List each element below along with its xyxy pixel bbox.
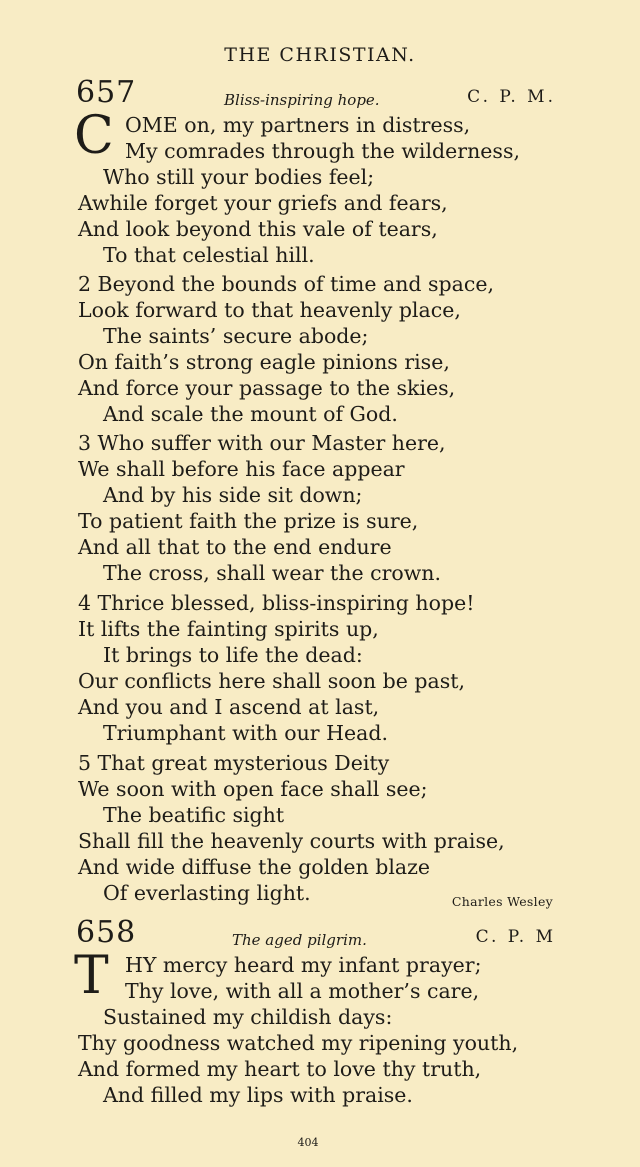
hymn-line: And formed my heart to love thy truth, [78,1057,482,1081]
hymn-author: Charles Wesley [451,894,553,909]
hymn-line: We shall before his face appear [78,457,405,481]
hymn-line: And force your passage to the skies, [78,376,456,400]
hymn-line: Sustained my childish days: [103,1005,393,1029]
hymn-line: Shall fill the heavenly courts with praise, [78,829,505,853]
hymn-line: The saints’ secure abode; [103,324,369,348]
hymn-line: The cross, shall wear the crown. [103,561,441,585]
hymn-line: And look beyond this vale of tears, [78,217,438,241]
hymn-subject: Bliss-inspiring hope. [224,91,380,109]
hymn-line: 3 Who suffer with our Master here, [78,431,446,455]
hymn-line: 4 Thrice blessed, bliss-inspiring hope! [78,591,475,615]
hymn-line: Awhile forget your griefs and fears, [78,191,448,215]
hymn-657-header [76,76,556,108]
hymn-line: 5 That great mysterious Deity [78,751,390,775]
hymn-line: Who still your bodies feel; [103,165,375,189]
hymn-line: Look forward to that heavenly place, [78,298,461,322]
hymn-line: And wide diffuse the golden blaze [78,855,431,879]
hymn-number: 658 [76,915,137,950]
hymn-subject: The aged pilgrim. [232,931,367,949]
hymn-line: Thy love, with all a mother’s care, [125,979,480,1003]
page-number: 404 [297,1136,319,1149]
hymn-line: Of everlasting light. [103,881,311,905]
hymn-line: 2 Beyond the bounds of time and space, [78,272,495,296]
hymn-658-header [76,916,556,948]
running-head: THE CHRISTIAN. [224,44,416,66]
hymn-line: And you and I ascend at last, [78,695,380,719]
hymn-line: Triumphant with our Head. [103,721,388,745]
hymn-line: OME on, my partners in distress, [125,113,471,137]
hymn-line: It brings to life the dead: [103,643,363,667]
hymn-line: To that celestial hill. [103,243,315,267]
hymn-line: We soon with open face shall see; [78,777,428,801]
hymn-line: And by his side sit down; [103,483,363,507]
hymn-line: To patient faith the prize is sure, [78,509,419,533]
hymn-line: And all that to the end endure [78,535,392,559]
hymn-line: HY mercy heard my infant prayer; [125,953,482,977]
hymn-meter: C. P. M [475,927,556,947]
hymn-line: My comrades through the wilderness, [125,139,520,163]
hymn-number: 657 [76,75,137,110]
drop-cap: T [74,946,109,1006]
hymn-line: On faith’s strong eagle pinions rise, [78,350,450,374]
hymn-line: And filled my lips with praise. [103,1083,413,1107]
drop-cap: C [74,106,114,166]
hymn-meter: C. P. M. [467,87,556,107]
hymn-line: Our conflicts here shall soon be past, [78,669,466,693]
hymn-line: It lifts the fainting spirits up, [78,617,379,641]
hymn-line: And scale the mount of God. [103,402,398,426]
hymn-line: The beatific sight [103,803,285,827]
hymn-line: Thy goodness watched my ripening youth, [78,1031,519,1055]
